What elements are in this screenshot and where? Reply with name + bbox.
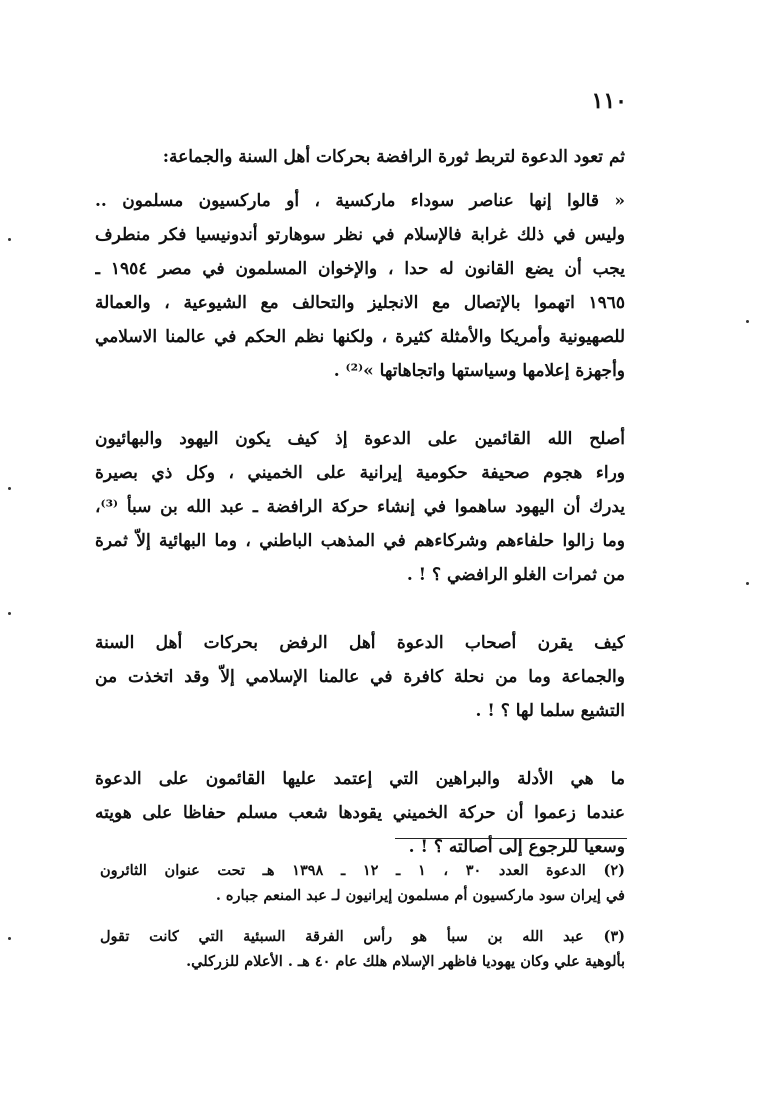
paragraph-intro (95, 140, 625, 174)
text-line: أصلح الله القائمين على الدعوة إذ كيف يكون اليهود والبهائيون (95, 429, 625, 449)
scan-speck (8, 612, 11, 615)
text-line: « قالوا إنها عناصر سوداء ماركسية ، أو ماركسيون مسلمون .. (95, 191, 625, 211)
footnotes (100, 858, 625, 974)
scan-speck (8, 487, 11, 490)
paragraph-question-2 (95, 762, 625, 864)
text-line: وراء هجوم صحيفة حكومية إيرانية على الخميني ، وكل ذي بصيرة (95, 463, 625, 483)
text-line: ثم تعود الدعوة لتربط ثورة الرافضة بحركات أهل السنة والجماعة: (162, 147, 625, 167)
paragraph-quote (95, 184, 625, 388)
footnote-line: (٢) الدعوة العدد ٣٠ ، ١ ـ ١٢ ـ ١٣٩٨ هـ تحت عنوان الثائرون (100, 862, 625, 879)
paragraph-jews-bahais (95, 422, 625, 592)
text-line: ما هي الأدلة والبراهين التي إعتمد عليها القائمون على الدعوة (95, 769, 625, 789)
main-text (95, 140, 625, 864)
text-line: عندما زعموا أن حركة الخميني يقودها شعب مسلم حفاظا على هويته (95, 803, 625, 823)
text-line: وأجهزة إعلامها وسياستها واتجاهاتها »⁽²⁾ . (333, 361, 625, 381)
page-number: ١١٠ (591, 88, 627, 114)
text-line: من ثمرات الغلو الرافضي ؟ ! . (406, 565, 625, 585)
scan-speck (746, 582, 749, 585)
text-line: للصهيونية وأمريكا والأمثلة كثيرة ، ولكنها نظم الحكم في عالمنا الاسلامي (95, 327, 625, 347)
text-line: وسعيا للرجوع إلى أصالته ؟ ! . (408, 837, 625, 857)
text-line: وليس في ذلك غرابة فالإسلام في نظر سوهارتو أندونيسيا فكر منطرف (95, 225, 625, 245)
scan-speck (746, 320, 749, 323)
text-line: يدرك أن اليهود ساهموا في إنشاء حركة الرافضة ـ عبد الله بن سبأ ⁽³⁾، (95, 497, 625, 517)
text-line: التشيع سلما لها ؟ ! . (475, 701, 625, 721)
footnote-line: بألوهية علي وكان يهوديا فاظهر الإسلام هلك عام ٤٠ هـ . الأعلام للزركلي. (186, 953, 625, 970)
text-line: وما زالوا حلفاءهم وشركاءهم في المذهب الباطني ، وما البهائية إلاّ ثمرة (95, 531, 625, 551)
footnote-2 (100, 858, 625, 908)
text-line: ١٩٦٥ اتهموا بالإتصال مع الانجليز والتحالف مع الشيوعية ، والعمالة (95, 293, 625, 313)
footnote-line: (٣) عبد الله بن سبأ هو رأس الفرقة السبئية التي كانت تقول (100, 928, 625, 945)
paragraph-question-1 (95, 626, 625, 728)
text-line: يجب أن يضع القانون له حدا ، والإخوان المسلمون في مصر ١٩٥٤ ـ (95, 259, 625, 279)
text-line: والجماعة وما من نحلة كافرة في عالمنا الإسلامي إلاّ وقد اتخذت من (95, 667, 625, 687)
scan-speck (8, 238, 11, 241)
footnote-separator (395, 838, 627, 839)
scan-speck (8, 937, 11, 940)
footnote-line: في إيران سود ماركسيون أم مسلمون إيرانيون لـ عبد المنعم جباره . (215, 887, 625, 904)
text-line: كيف يقرن أصحاب الدعوة أهل الرفض بحركات أهل السنة (95, 633, 625, 653)
footnote-3 (100, 924, 625, 974)
